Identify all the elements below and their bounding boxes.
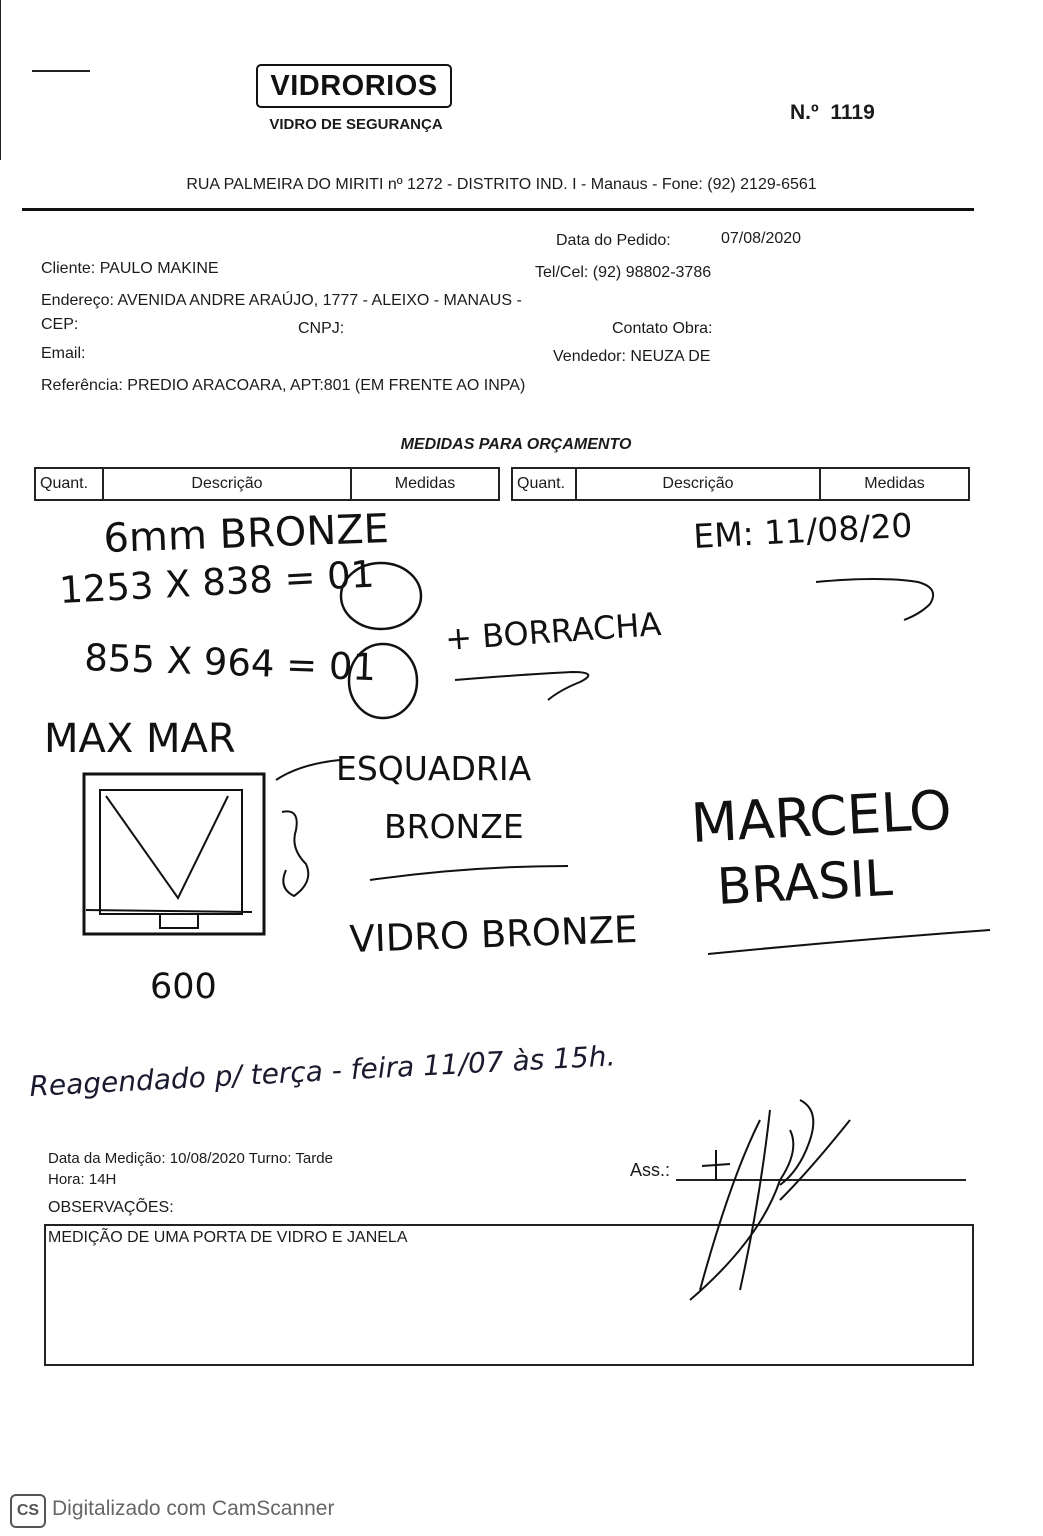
note-extra: + BORRACHA bbox=[443, 604, 663, 658]
note-date: EM: 11/08/20 bbox=[692, 505, 914, 556]
note-name-2: BRASIL bbox=[715, 848, 894, 916]
col-description: Descrição bbox=[576, 468, 820, 500]
order-value: 1119 bbox=[830, 101, 875, 124]
logo-subtitle: VIDRO DE SEGURANÇA bbox=[269, 116, 443, 133]
col-measures: Medidas bbox=[820, 468, 969, 500]
measurement-time: Hora: 14H bbox=[48, 1171, 117, 1188]
note-reschedule: Reagendado p/ terça - feira 11/07 às 15h. bbox=[28, 1039, 617, 1103]
measures-title: MEDIDAS PARA ORÇAMENTO bbox=[400, 436, 632, 453]
client-phone: Tel/Cel: (92) 98802-3786 bbox=[535, 264, 712, 281]
col-quant: Quant. bbox=[512, 468, 576, 500]
client-address: Endereço: AVENIDA ANDRE ARAÚJO, 1777 - ALEIXO - MANAUS - bbox=[41, 292, 522, 309]
note-size-2: 855 X 964 = 01 bbox=[83, 636, 377, 690]
observations-text: MEDIÇÃO DE UMA PORTA DE VIDRO E JANELA bbox=[48, 1229, 408, 1246]
note-frame-color: BRONZE bbox=[384, 807, 524, 846]
seller: Vendedor: NEUZA DE bbox=[553, 348, 711, 365]
note-thickness: 6mm BRONZE bbox=[102, 506, 390, 562]
cnpj-label: CNPJ: bbox=[298, 320, 345, 337]
note-size-1: 1253 X 838 = 01 bbox=[58, 552, 376, 612]
note-glass: VIDRO BRONZE bbox=[348, 907, 639, 961]
contact-label: Contato Obra: bbox=[612, 320, 713, 337]
order-date: 07/08/2020 bbox=[721, 230, 802, 247]
signature-scribble bbox=[690, 1100, 850, 1300]
note-frame: ESQUADRIA bbox=[336, 749, 532, 788]
order-date-label: Data do Pedido: bbox=[556, 232, 671, 249]
signature-label: Ass.: bbox=[630, 1160, 671, 1180]
observations-label: OBSERVAÇÕES: bbox=[48, 1199, 174, 1216]
logo-text: VIDRORIOS bbox=[270, 69, 438, 102]
client-name: Cliente: PAULO MAKINE bbox=[41, 260, 219, 277]
col-quant: Quant. bbox=[35, 468, 103, 500]
camscanner-logo: CS bbox=[10, 1494, 46, 1528]
email-label: Email: bbox=[41, 345, 86, 362]
reference: Referência: PREDIO ARACOARA, APT:801 (EM FRENTE AO INPA) bbox=[41, 377, 526, 394]
note-width: 600 bbox=[150, 967, 217, 1007]
note-brand: MAX MAR bbox=[44, 716, 236, 762]
company-address: RUA PALMEIRA DO MIRITI nº 1272 - DISTRITO IND. I - Manaus - Fone: (92) 2129-6561 bbox=[186, 176, 817, 193]
camscanner-text: Digitalizado com CamScanner bbox=[52, 1497, 335, 1520]
col-description: Descrição bbox=[103, 468, 351, 500]
note-name-1: MARCELO bbox=[689, 778, 954, 855]
cep-label: CEP: bbox=[41, 316, 79, 333]
measurement-date: Data da Medição: 10/08/2020 Turno: Tarde bbox=[48, 1150, 333, 1167]
col-measures: Medidas bbox=[351, 468, 499, 500]
order-label: N.º bbox=[790, 101, 819, 124]
